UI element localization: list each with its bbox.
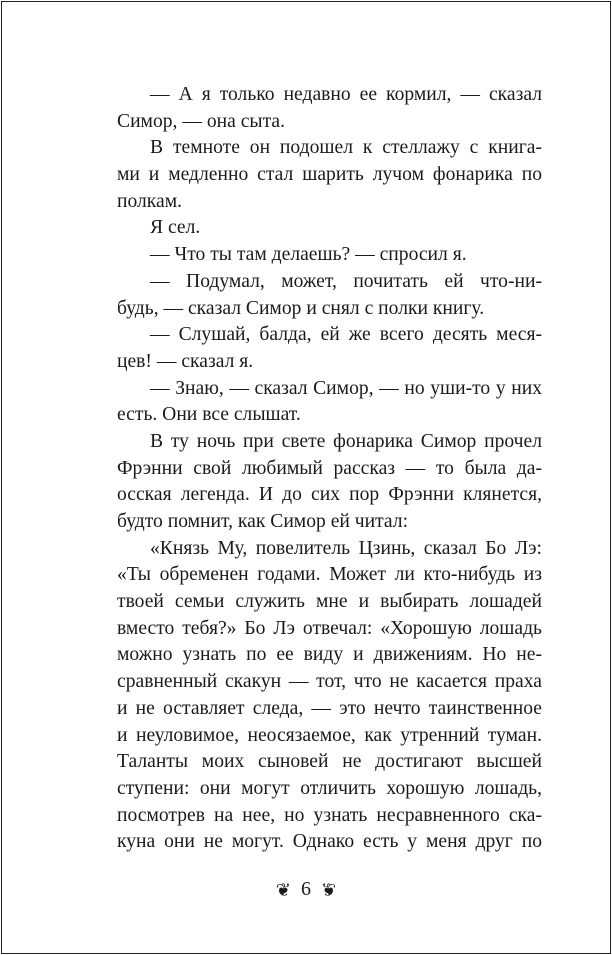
text-line: куна они не могут. Однако есть у меня друг по xyxy=(117,831,542,853)
page-number: 6 xyxy=(301,878,311,900)
text-line: ми и медленно стал шарить лучом фонарика по xyxy=(117,164,542,186)
text-line: «Ты обременен годами. Может ли кто-нибудь из xyxy=(117,564,542,586)
text-line: Фрэнни свой любимый рассказ — то была да- xyxy=(117,457,542,479)
floral-ornament-icon: ❦ xyxy=(321,879,337,900)
text-line: вместо тебя?» Бо Лэ отвечал: «Хорошую лошадь xyxy=(117,617,542,639)
text-line: осская легенда. И до сих пор Фрэнни клянется, xyxy=(117,484,542,506)
text-line: цев! — сказал я. xyxy=(117,350,254,372)
text-line: — Знаю, — сказал Симор, — но уши-то у них xyxy=(150,377,542,399)
text-line: — А я только недавно ее кормил, — сказал xyxy=(150,84,542,105)
text-line: «Князь Му, повелитель Цзинь, сказал Бо Лэ: xyxy=(150,537,542,559)
text-line: полкам. xyxy=(117,190,183,212)
text-line: — Подумал, может, почитать ей что-ни- xyxy=(150,270,542,292)
text-line: сравненный скакун — тот, что не касается праха xyxy=(117,671,542,693)
text-line: Я сел. xyxy=(150,217,201,239)
text-line: можно узнать по ее виду и движениям. Но не- xyxy=(117,644,542,666)
text-line: будто помнит, как Симор ей читал: xyxy=(117,511,409,532)
text-line: и неуловимое, неосязаемое, как утренний туман. xyxy=(117,724,542,746)
text-line: — Что ты там делаешь? — спросил я. xyxy=(150,244,467,266)
text-line: есть. Они все слышат. xyxy=(117,404,301,426)
text-line: В темноте он подошел к стеллажу с книга- xyxy=(150,137,542,159)
page-footer xyxy=(0,878,612,901)
text-line: будь, — сказал Симор и снял с полки книгу. xyxy=(117,297,485,319)
text-line: твоей семьи служить мне и выбирать лошадей xyxy=(117,591,542,613)
text-line: — Слушай, балда, ей же всего десять меся- xyxy=(150,324,542,346)
text-line: Симор, — она сыта. xyxy=(117,110,285,132)
text-line: Таланты моих сыновей не достигают высшей xyxy=(117,751,542,773)
floral-ornament-icon: ❦ xyxy=(275,879,291,900)
body-text xyxy=(117,82,542,856)
text-line: ступени: они могут отличить хорошую лошадь, xyxy=(117,777,542,799)
text-line: В ту ночь при свете фонарика Симор прочел xyxy=(150,430,542,452)
text-line: и не оставляет следа, — это нечто таинственное xyxy=(117,697,542,719)
text-line: посмотрев на нее, но узнать несравненного ска- xyxy=(117,804,542,826)
